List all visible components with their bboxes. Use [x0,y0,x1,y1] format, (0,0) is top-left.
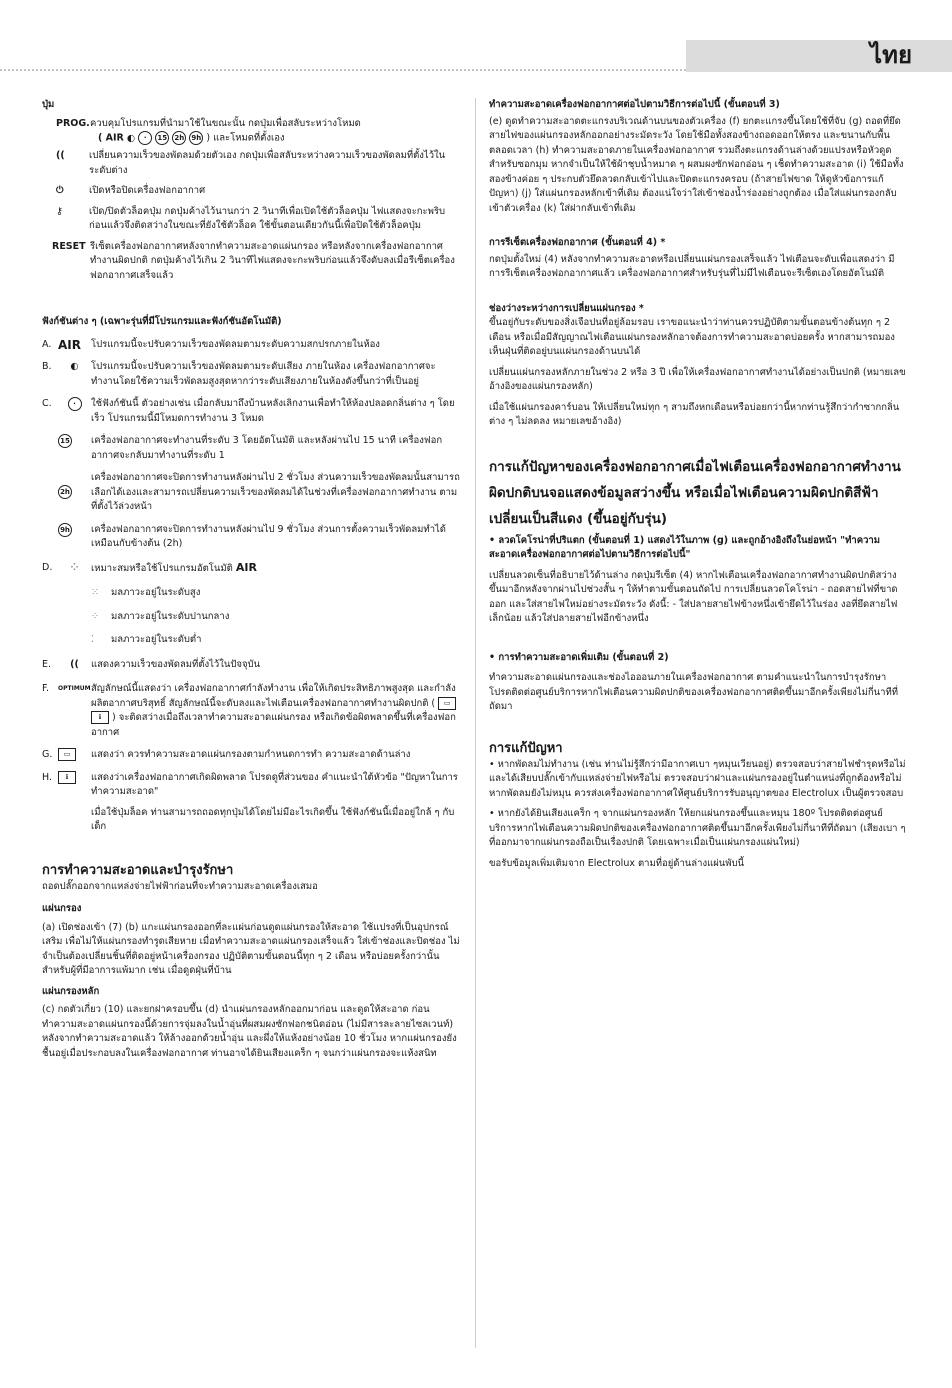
step4-text: กดปุ่มตั้งใหม่ (4) หลังจากทำความสะอาดหรือเปลี่ยนแผ่นกรองเสร็จแล้ว ไฟเตือนจะดับเพื่อแสดงว่า มีการรีเซ็ตเครื่องฟอกอากาศแล้ว เครื่องฟอกอากาศสำหรับรุ่นที่ไม่มีไฟเตือนจะรีเซ็ตเองโดยอัตโนมัติ [489,253,895,279]
prog-desc: ควบคุมโปรแกรมที่นำมาใช้ในขณะนั้น กดปุ่มเพื่อสลับระหว่างโหมด [90,117,361,129]
buttons-heading: ปุ่ม [42,99,55,110]
interval-text-2: เปลี่ยนแผ่นกรองหลักภายในช่วง 2 หรือ 3 ปี เพื่อให้เครื่องฟอกอากาศทำงานได้อย่างเป็นปกติ (หมายเลขอ้างอิงของแผ่นกรองหลัก) [489,366,906,392]
power-row [42,184,462,199]
ozone-text: เปลี่ยนลวดเซ็นที่อธิบายไว้ด้านล่าง กดปุ่มรีเซ็ต (4) หากไฟเตือนเครื่องฟอกอากาศทำงานผิดปกติสว่างขึ้นมาอีกหลังจากผ่านไปช่วงสั้น ๆ ให้ทำตามขั้นตอนถัดไป การเปลี่ยนลวดโคโรน่า - ถอดสายไฟที่ขาดออก และใส่สายไฟใหม่อย่างระมัดระวัง ดังนี้: - ใส่ปลายสายไฟข้างหนึ่งเข้ายึดไว้ในร่อง งอที่ยึดสายไฟเล็กน้อย แล้วใส่ปลายสายไฟอีกข้างหนึ่ง [489,569,898,624]
mainfilter-heading: แผ่นกรองหลัก [42,985,100,997]
lock-desc: เปิด/ปิดตัวล็อคปุ่ม กดปุ่มค้างไว้นานกว่า 2 วินาทีเพื่อเปิดใช้ตัวล็อคปุ่ม ไฟแสดงจะกะพริบก่อนแล้วจึงติดสว่างในขณะที่ยังใช้ตัวล็อค ใช้ขั้นตอนเดียวกันนี้เพื่อปิดใช้ตัวล็อคปุ่ม [89,205,446,231]
power-desc: เปิดหรือปิดเครื่องฟอกอากาศ [89,185,206,196]
timer-2h-icon-large: 2h [58,485,72,499]
prog-row [56,117,462,147]
timer-9h-icon-large: 9h [58,523,72,537]
timer-icon: · [138,131,152,145]
function-e: E. (( แสดงความเร็วของพัดลมที่ตั้งไว้ในปัจจุบัน [42,658,462,673]
prog-air-label: ( AIR [98,132,124,144]
sound-mode-icon: ◐ [126,132,136,144]
filter-clean-icon: ▭ [438,697,456,710]
lock-key-icon: ⚷ [56,205,63,217]
prog-key: PROG. [56,117,90,129]
timer-15-icon-large: 15 [58,434,72,448]
step3-text: (e) ดูดทำความสะอาดตะแกรงบริเวณด้านบนของตัวเครื่อง (f) ยกตะแกรงขึ้นโดยใช้ที่จับ (g) ถอดที่ยึดสายไฟของแผ่นกรองหลักออกอย่างระมัดระวัง โดยใช้มือทั้งสองข้างถอดออกให้ตรง และขนานกับพื้นตลอดเวลา (h) ทำความสะอาดภายในเครื่องฟอกอากาศ รวมถึงตะแกรงด้านล่างด้วยแปรงหรือหัวดูดสำหรับซอกมุม หากจำเป็นให้ใช้ผ้าชุบน้ำหมาด ๆ ผสมผงซักฟอกอ่อน ๆ เช็ดทำความสะอาด (i) ใช้มือทั้งสองข้างค่อย ๆ ประกบตัวยึดลวดกลับเข้าไปและปิดตะแกรงครอบ (ถ้าสายไฟขาด ให้ดูหัวข้อการแก้ปัญหา) (j) ใส่แผ่นกรองหลักเข้าที่เดิม ต้องแน่ใจว่าใส่เข้าช่องน้ำร่องอย่างถูกต้อง เมื่อใส่แผ่นกรองกลับเข้าตัวเครื่อง (k) ใส่ฝากลับเข้าที่เดิม [489,115,904,214]
timer-15-row: 15 เครื่องฟอกอากาศจะทำงานที่ระดับ 3 โดยอัตโนมัติ และหลังผ่านไป 15 นาที เครื่องฟอกอากาศจะกลับมาทำงานที่ระดับ 1 [42,434,462,463]
filter-clean-indicator-icon: ▭ [58,748,76,761]
prog-desc-end: ) และโหมดที่ตั้งเอง [206,132,285,144]
language-tab: ไทย [686,40,952,72]
reset-row [52,240,462,284]
prefilter-text: (a) เปิดช่องเข้า (7) (b) แกะแผ่นกรองออกที่ละแผ่นก่อนดูดแผ่นกรองให้สะอาด ใช้แปรงที่เป็นอุปกรณ์เสริม เพื่อไม่ให้แผ่นกรองทำรูดเสียหาย เมื่อทำความสะอาดแผ่นกรองเสร็จแล้ว ใส่เข้าช่องและปิดช่อง ไม่จำเป็นต้องเปลี่ยนชิ้นที่ติดอยู่หน้าเครื่องกรอง ปฏิบัติตามขั้นตอนนี้ทุก ๆ 2 เดือน หรือบ่อยครั้งกว่านั้นสำหรับผู้ที่มีอาการแพ้มาก เช่น เมื่อดูดฝุ่นที่บ้าน [42,921,460,976]
fan-row [42,149,462,178]
right-column [489,98,907,871]
prefilter-heading: แผ่นกรอง [42,903,82,914]
optimum-icon: OPTIMUM [58,685,91,692]
lock-note: เมื่อใช้ปุ่มล็อค ท่านสามารถถอดทุกปุ่มได้โดยไม่มีอะไรเกิดขึ้น ใช้ฟังก์ชันนี้เมื่ออยู่ใกล้ ๆ กับเด็ก [91,806,455,832]
warning-heading: การแก้ปัญหาของเครื่องฟอกอากาศเมื่อไฟเตือนเครื่องฟอกอากาศทำงานผิดปกติบนจอแสดงข้อมูลสว่างขึ้น หรือเมื่อไฟเตือนความผิดปกติสีฟ้าเปลี่ยนเป็นสีแดง (ขึ้นอยู่กับรุ่น) [489,458,901,527]
function-d: D. ⁘ เหมาะสมหรือใช้โปรแกรมอัตโนมัติ AIR [42,561,462,577]
interval-text-3: เมื่อใช้แผ่นกรองคาร์บอน ให้เปลี่ยนใหม่ทุก ๆ สามถึงหกเดือนหรือบ่อยกว่านี้หากท่านรู้สึกว่ากำซากกลิ่นต่าง ๆ ไม่ลดลง หมายเลขอ้างอิง) [489,401,900,427]
function-f: F. OPTIMUM สัญลักษณ์นี้แสดงว่า เครื่องฟอกอากาศกำลังทำงาน เพื่อให้เกิดประสิทธิภาพสูงสุด และกำลังผลิตอากาศบริสุทธิ์ สัญลักษณ์นี้จะดับลงและไฟเตือนเครื่องฟอกอากาศทำงานผิดปกติ ( ▭ ℹ ) จะติดสว่างเมื่อถึงเวลาทำความสะอาดแผ่นกรอง หรือเกิดข้อผิดพลาดขึ้นที่เครื่องฟอกอากาศ [42,682,462,740]
function-g: G. ▭ แสดงว่า ควรทำความสะอาดแผ่นกรองตามกำหนดการทำ ความสะอาดด้านล่าง [42,749,411,760]
fan-speed-icon: (( [56,150,65,161]
error-manual-icon: ℹ [91,711,109,724]
interval-heading: ช่องว่างระหว่างการเปลี่ยนแผ่นกรอง * [489,302,644,314]
troubleshooting-heading: การแก้ปัญหา [489,740,563,756]
auto-air-label: AIR [235,560,257,574]
troubleshooting-text-1: • หากพัดลมไม่ทำงาน (เช่น ท่านไม่รู้สึกว่ามีอากาศเบา ๆหมุนเวียนอยู่) ตรวจสอบว่าสายไฟชำรุดหรือไม่ และได้เสียบปลั๊กเข้ากับแหล่งจ่ายไฟหรือไม่ ตรวจสอบว่าฝาและแผ่นกรองอยู่ในตำแหน่งที่ถูกต้องหรือไม่ หากพัดลมยังไม่หมุน ควรส่งเครื่องฟอกอากาศให้ศูนย์บริการรับอนุญาตของ Electrolux เป็นผู้ตรวจสอบ [489,758,906,799]
function-b: B. ◐ โปรแกรมนี้จะปรับความเร็วของพัดลมตามระดับเสียง ภายในห้อง เครื่องฟอกอากาศจะทำงานโดยใช้ความเร็วพัดลมสูงสุดหากว่าระดับเสียงภายในห้องดังขึ้นกว่าที่เป็นอยู่ [42,360,462,389]
sound-sensor-icon: ◐ [70,361,79,372]
ozone-heading: • ลวดโคโรน่าที่ปริแตก (ขั้นตอนที่ 1) แสดงไว้ในภาพ (g) และถูกอ้างอิงถึงในย่อหน้า "ทำความสะอาดเครื่องฟอกอากาศต่อไปตามวิธีการต่อไปนี้" [489,534,881,560]
clock-icon: · [68,397,82,411]
extra-cleaning-heading: • การทำความสะอาดเพิ่มเติม (ขั้นตอนที่ 2) [489,651,669,663]
header-dotted-rule [0,69,686,71]
timer-9h-icon: 9h [189,131,203,145]
lock-row [42,205,462,234]
step4-heading: การรีเซ็ตเครื่องฟอกอากาศ (ขั้นตอนที่ 4) * [489,237,666,248]
air-icon: AIR [58,337,81,352]
troubleshooting-text-2: • หากยังได้ยินเสียงแคร็ก ๆ จากแผ่นกรองหลัก ให้ยกแผ่นกรองขึ้นและหมุน 180º โปรดติดต่อศูนย์บริการหากไฟเตือนความผิดปกติของเครื่องฟอกอากาศติดขึ้นมาอีกครั้งเพียงไม่กี่นาทีที่ถัดมา (เสียงเบา ๆ ที่ออกมาจากแผ่นกรองถือเป็นเรื่องปกติ โดยเฉพาะเมื่อเป็นแผ่นกรองแผ่นใหม่) [489,808,906,848]
pollution-indicator-icon: ⁘ [70,561,79,573]
cleaning-intro: ถอดปลั๊กออกจากแหล่งจ่ายไฟฟ้าก่อนที่จะทำความสะอาดเครื่องเสมอ [42,880,318,892]
pollution-high-row: ⁙ มลภาวะอยู่ในระดับสูง [91,586,462,601]
function-c: C. · ใช้ฟังก์ชันนี้ ตัวอย่างเช่น เมื่อกลับมาถึงบ้านหลังเลิกงานเพื่อทำให้ห้องปลอดกลิ่นต่าง ๆ โดยเร็ว โปรแกรมนี้มีโหมดการทำงาน 3 โหมด [42,398,455,424]
fan-desc: เปลี่ยนความเร็วของพัดลมด้วยตัวเอง กดปุ่มเพื่อสลับระหว่างความเร็วของพัดลมที่ตั้งไว้ในระดับต่าง [89,150,446,176]
pollution-mid-row: ⁘ มลภาวะอยู่ในระดับปานกลาง [91,610,462,625]
fan-speed-display-icon: (( [70,658,79,670]
pollution-high-icon: ⁙ [91,587,99,598]
error-indicator-icon: ℹ [58,771,76,784]
pollution-low-icon: ⁚ [91,634,95,645]
pollution-low-row: ⁚ มลภาวะอยู่ในระดับต่ำ [91,633,462,648]
function-h: H. ℹ แสดงว่าเครื่องฟอกอากาศเกิดผิดพลาด โปรดดูที่ส่วนของ คำแนะนำใต้หัวข้อ "ปัญหาในการทำความสะอาด" เมื่อใช้ปุ่มล็อค ท่านสามารถถอดทุกปุ่มได้โดยไม่มีอะไรเกิดขึ้น ใช้ฟังก์ชันนี้เมื่ออยู่ใกล้ ๆ กับเด็ก [42,771,462,835]
power-icon: ⏻ [56,185,64,196]
functions-heading: ฟังก์ชันต่าง ๆ (เฉพาะรุ่นที่มีโปรแกรมและฟังก์ชันอัตโนมัติ) [42,316,282,327]
interval-text-1: ขึ้นอยู่กับระดับของสิ่งเจือปนที่อยู่ล้อมรอบ เราขอแนะนำว่าท่านควรปฏิบัติตามขั้นตอนข้างต้นทุก ๆ 2 เดือน หรือเมื่อมีสัญญาณไฟเตือนแผ่นกรองหลักอาจต้องการทำความสะอาดบ่อยครั้ง หากสามารถมองเห็นฝุ่นที่ติดอยู่บนแผ่นกรองด้านบนได้ [489,317,895,357]
mainfilter-text: (c) กดตัวเกี่ยว (10) และยกฝาครอบขึ้น (d) นำแผ่นกรองหลักออกมาก่อน และดูดให้สะอาด ก่อนทำความสะอาดแผ่นกรองนี้ด้วยการจุ่มลงในน้ำอุ่นที่ผสมผงซักฟอกชนิดอ่อน (ไม่มีสารละลายไซลเวนท์) หลังจากทำความสะอาดแล้ว ให้ล้างออกด้วยน้ำอุ่น และผึ่งให้แห้งอย่างน้อย 10 ชั่วโมง หากแผ่นกรองยังชื้นอยู่เมื่อประกอบลงในเครื่องฟอกอากาศ ท่านอาจได้ยินเสียงแคร็ก ๆ จนกว่าแผ่นกรองจะแห้งสนิท [42,1004,457,1059]
reset-desc: รีเซ็ตเครื่องฟอกอากาศหลังจากทำความสะอาดแผ่นกรอง หรือหลังจากเครื่องฟอกอากาศทำงานผิดปกติ กดปุ่มค้างไว้เกิน 2 วินาทีไฟแสดงจะกะพริบก่อนแล้วจึงดับลงเมื่อรีเซ็ตเครื่องฟอกอากาศเสร็จแล้ว [90,240,455,281]
pollution-mid-icon: ⁘ [91,610,99,622]
reset-key: RESET [52,240,86,252]
troubleshooting-text-3: ขอรับข้อมูลเพิ่มเติมจาก Electrolux ตามที่อยู่ด้านล่างแผ่นพับนี้ [489,857,745,869]
timer-2h-icon: 2h [172,131,186,145]
step3-heading: ทำความสะอาดเครื่องฟอกอากาศต่อไปตามวิธีการต่อไปนี้ (ขั้นตอนที่ 3) [489,99,780,110]
timer-15-icon: 15 [155,131,169,145]
left-column [42,98,462,1061]
function-a: A. AIR โปรแกรมนี้จะปรับความเร็วของพัดลมตามระดับความสกปรกภายในห้อง [42,337,380,352]
timer-9h-row: 9h เครื่องฟอกอากาศจะปิดการทำงานหลังผ่านไป 9 ชั่วโมง ส่วนการตั้งความเร็วพัดลมทำได้เหมือนกับข้างต้น (2h) [42,523,462,552]
column-divider [475,98,476,1348]
cleaning-heading: การทำความสะอาดและบำรุงรักษา [42,862,234,878]
extra-cleaning-text: ทำความสะอาดแผ่นกรองและช่องไอออนภายในเครื่องฟอกอากาศ ตามคำแนะนำในการบำรุงรักษา โปรดติดต่อศูนย์บริการหากไฟเตือนความผิดปกติของเครื่องฟอกอากาศติดขึ้นมาอีกครั้งเพียงไม่กี่นาทีที่ถัดมา [489,672,899,712]
timer-2h-row: 2h เครื่องฟอกอากาศจะปิดการทำงานหลังผ่านไป 2 ชั่วโมง ส่วนความเร็วของพัดลมนั้นสามารถเลือกได้เองและสามารถเปลี่ยนความเร็วของพัดลมได้ในช่วงที่เครื่องฟอกอากาศทำงาน ตามที่ตั้งไว้ล่วงหน้า [42,471,462,515]
